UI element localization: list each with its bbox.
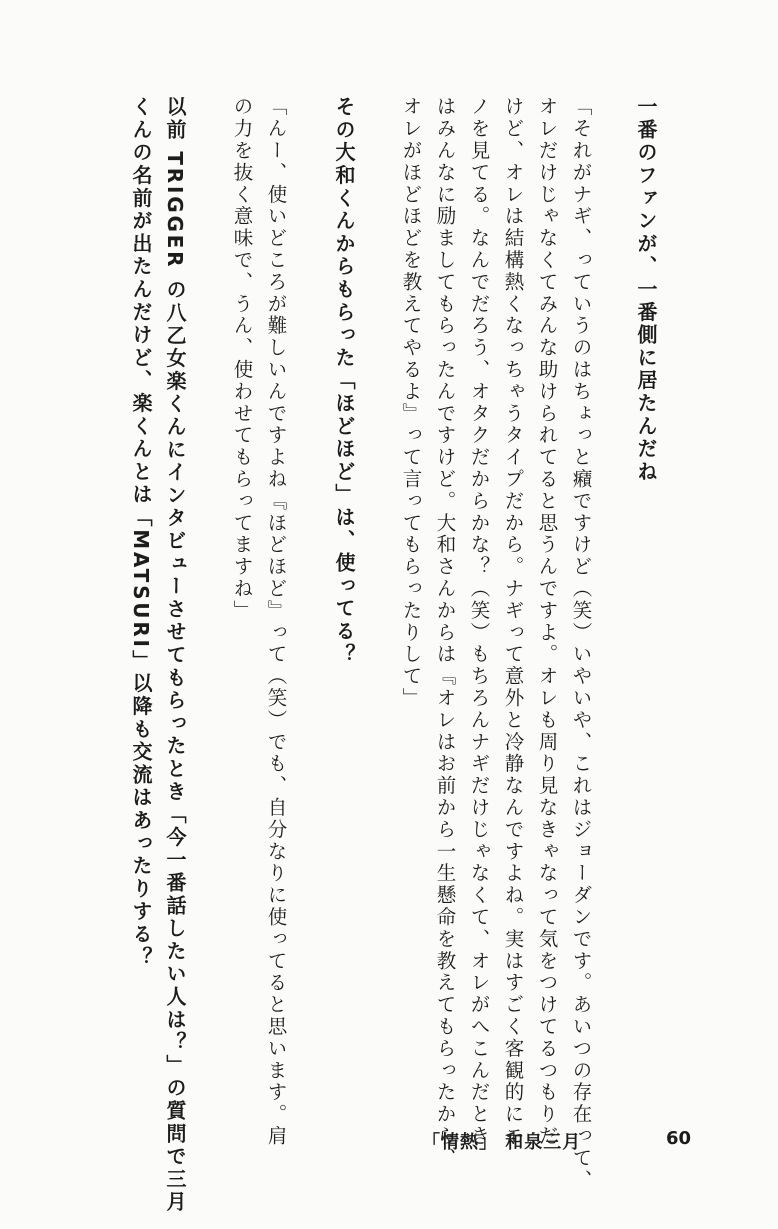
answer-1-line-6: オレがほどほどを教えてやるよ』って言ってもらったりして」 bbox=[399, 96, 423, 710]
answer-1-line-4: ノを見てる。なんでだろう、オタクだからかな？（笑）もちろんナギだけじゃなくて、オレがへこんだとき bbox=[467, 96, 491, 1148]
answer-1-line-1: 「それがナギ、っていうのはちょっと癪ですけど（笑）いやいや、これはジョーダンです。あいつの存在って、 bbox=[569, 96, 593, 1191]
answer-1-line-5: はみんなに励ましてもらったんですけど。大和さんからは『オレはお前から一生懸命を教えてもらったから、 bbox=[433, 96, 457, 1170]
answer-2-line-2: の力を抜く意味で、うん、使わせてもらってますね」 bbox=[230, 96, 254, 622]
answer-1-line-2: オレだけじゃなくてみんな助けられてると思うんですよ。オレも周り見なきゃなって気をつけてるつもりだ bbox=[535, 96, 559, 1148]
running-footer-title: 「情熱」 和泉三月 bbox=[422, 1132, 582, 1153]
question-heading-3-line-2: くんの名前が出たんだけど、楽くんとは「MATSURI」以降も交流はあったりする？ bbox=[129, 96, 153, 969]
answer-1-line-3: けど、オレは結構熱くなっちゃうタイプだから。ナギって意外と冷静なんですよね。実はすごく客観的にモ bbox=[501, 96, 525, 1148]
question-heading-3-line-1: 以前 TRIGGER の八乙女楽くんにインタビューさせてもらったとき「今一番話したい人は？」の質問で三月 bbox=[163, 96, 187, 1214]
question-heading-2: その大和くんからもらった「ほどほど」は、使ってる？ bbox=[332, 96, 356, 666]
answer-2-line-1: 「んー、使いどころが難しいんですよね『ほどほど』って（笑）でも、自分なりに使ってると思います。肩 bbox=[264, 96, 288, 1148]
question-heading-1: 一番のファンが、一番側に居たんだね bbox=[634, 96, 658, 484]
page-number: 60 bbox=[666, 1128, 692, 1149]
